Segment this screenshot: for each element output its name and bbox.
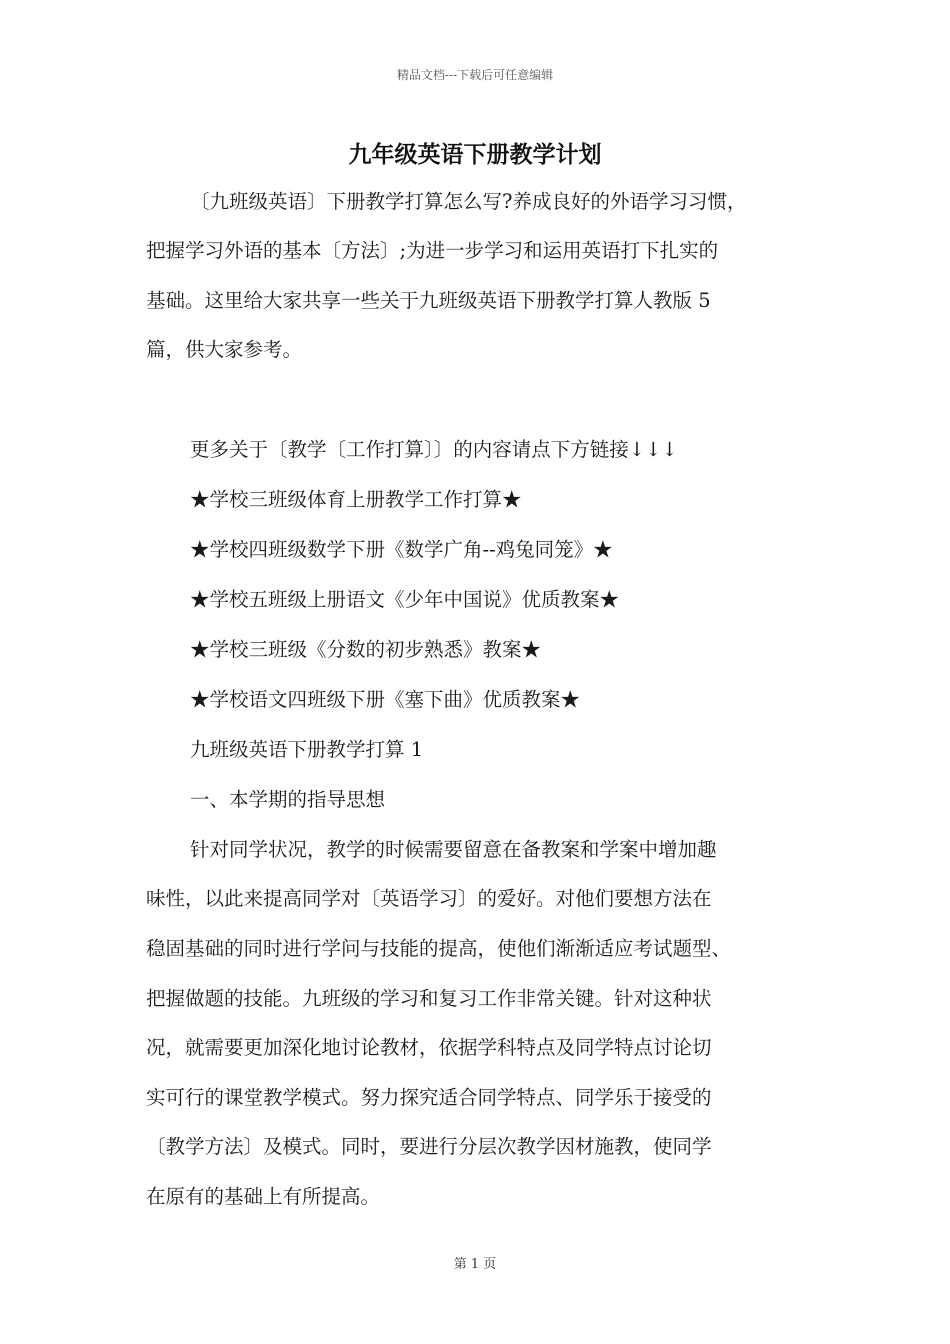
intro-line-4: 篇，供大家参考。 (146, 338, 303, 361)
body-line-7: 〔教学方法〕及模式。同时，要进行分层次教学因材施教，使同学 (146, 1135, 712, 1158)
body-line-1: 针对同学状况，教学的时候需要留意在备教案和学案中增加趣 (190, 838, 717, 861)
body-line-3: 稳固基础的同时进行学问与技能的提高，使他们渐渐适应考试题型、 (146, 937, 732, 960)
body-line-8: 在原有的基础上有所提高。 (146, 1185, 381, 1208)
body-line-2: 味性，以此来提高同学对〔英语学习〕的爱好。对他们要想方法在 (146, 887, 712, 910)
intro-line-1: 〔九班级英语〕下册教学打算怎么写?养成良好的外语学习习惯， (190, 190, 747, 213)
intro-line-2: 把握学习外语的基本〔方法〕;为进一步学习和运用英语打下扎实的 (146, 239, 719, 262)
page-header: 精品文档---下载后可任意编辑 (396, 68, 554, 82)
subsection-title: 一、本学期的指导思想 (190, 788, 386, 811)
document-title: 九年级英语下册教学计划 (348, 141, 602, 168)
body-line-6: 实可行的课堂教学模式。努力探究适合同学特点、同学乐于接受的 (146, 1086, 712, 1109)
body-line-4: 把握做题的技能。九班级的学习和复习工作非常关键。针对这种状 (146, 987, 712, 1010)
link-item-5[interactable]: ★学校语文四班级下册《塞下曲》优质教案★ (190, 688, 581, 711)
page-number: 第 1 页 (453, 1257, 497, 1272)
link-item-2[interactable]: ★学校四班级数学下册《数学广角--鸡兔同笼》★ (190, 538, 613, 561)
link-item-3[interactable]: ★学校五班级上册语文《少年中国说》优质教案★ (190, 588, 620, 611)
link-item-4[interactable]: ★学校三班级《分数的初步熟悉》教案★ (190, 638, 542, 661)
section-title: 九班级英语下册教学打算 1 (190, 738, 424, 761)
body-line-5: 况，就需要更加深化地讨论教材，依据学科特点及同学特点讨论切 (146, 1036, 712, 1059)
intro-line-3: 基础。这里给大家共享一些关于九班级英语下册教学打算人教版 5 (146, 289, 711, 312)
more-links-text: 更多关于〔教学〔工作打算〕〕的内容请点下方链接↓↓↓ (190, 438, 678, 461)
link-item-1[interactable]: ★学校三班级体育上册教学工作打算★ (190, 488, 522, 511)
